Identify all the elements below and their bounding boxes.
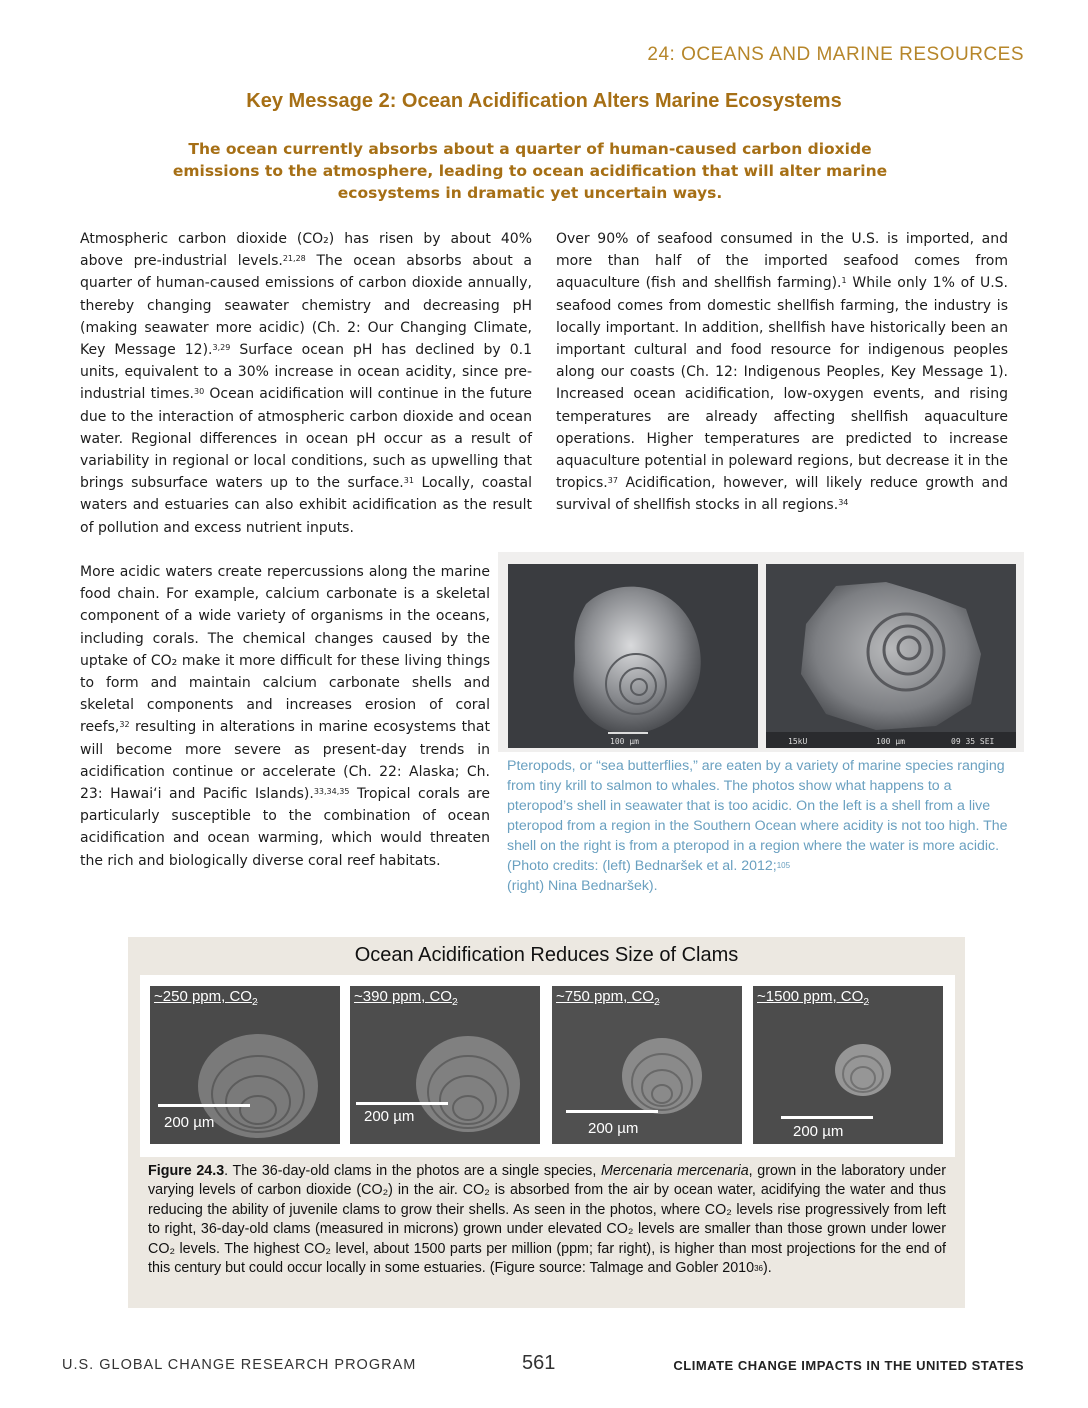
healthy-pteropod-photo — [508, 564, 758, 748]
key-message-title: Key Message 2: Ocean Acidification Alters Marine Ecosystems — [246, 90, 842, 112]
svg-text:09 35 SEI: 09 35 SEI — [951, 737, 995, 746]
co2-level-label: ~1500 ppm, $CO_2$ — [757, 988, 869, 1008]
footer-report-title: CLIMATE CHANGE IMPACTS IN THE UNITED STATES — [673, 1358, 1024, 1373]
co2-level-label: ~390 ppm, $CO_2$ — [354, 988, 458, 1008]
footer-program-name: U.S. GLOBAL CHANGE RESEARCH PROGRAM — [62, 1357, 417, 1373]
chapter-header: 24: OCEANS AND MARINE RESOURCES — [647, 44, 1024, 65]
pteropod-caption: Pteropods, or “sea butterflies,” are eaten by a variety of marine species ranging from tiny krill to salmon to whales. The photos show what happens to a pteropod’s shell in seawater that is too acidic. On the left is a shell from a live pteropod from a region in the Southern Ocean where acidity is not too high. The shell on the right is from a pteropod in a region where the water is more acidic. (Photo credits: (left) Bednaršek et al. 2012;$^{105}$ (right) Nina Bednaršek). — [507, 758, 1008, 894]
scale-bar — [158, 1104, 250, 1107]
dissolved-pteropod-photo — [766, 564, 1016, 748]
scale-bar — [566, 1110, 658, 1113]
page-number: 561 — [522, 1352, 556, 1374]
scale-label: 200 µm — [364, 1108, 415, 1125]
body-paragraph-atmospheric-co2: Atmospheric carbon dioxide (CO₂) has risen by about 40% above pre-industrial levels.$^{21,28}$ The ocean absorbs about a quarter of human-caused emissions of carbon dioxide annually, thereby changing seawater chemistry and decreasing pH (making seawater more acidic) (Ch. 2: Our Changing Climate, Key Message 12).$^{3,29}$ Surface ocean pH has declined by 0.1 units, equivalent to a 30% increase in ocean acidity, since pre-industrial times.$^{30}$ Ocean acidification will continue in the future due to the interaction of atmospheric carbon dioxide and ocean water. Regional differences in ocean pH occur as a result of variability in regional or local conditions, such as upwelling that brings subsurface waters up to the surface.$^{31}$ Locally, coastal waters and estuaries can also exhibit acidification as the result of pollution and excess nutrient inputs. — [80, 231, 533, 536]
co2-level-label: ~250 ppm, $CO_2$ — [154, 988, 258, 1008]
scale-label: 200 µm — [588, 1120, 639, 1137]
svg-text:100 µm: 100 µm — [876, 737, 905, 746]
clam-photo-750ppm — [552, 986, 742, 1144]
co2-level-label: ~750 ppm, $CO_2$ — [556, 988, 660, 1008]
left-scale-label: 100 µm — [610, 737, 639, 746]
scale-label: 200 µm — [793, 1123, 844, 1140]
pteropod-photo-panel — [498, 552, 1024, 752]
figure-title: Ocean Acidification Reduces Size of Clams — [354, 944, 739, 966]
body-paragraph-seafood: Over 90% of seafood consumed in the U.S. is imported, and more than half of the imported seafood comes from aquaculture (fish and shellfish farming).$^1$ While only 1% of U.S. seafood comes from domestic shellfish farming, the industry is locally important. In addition, shellfish have historically been an important cultural and food resource for indigenous peoples along our coasts (Ch. 12: Indigenous Peoples, Key Message 1). Increased ocean acidification, low-oxygen events, and rising temperatures are already affecting shellfish aquaculture operations. Higher temperatures are predicted to increase aquaculture potential in poleward regions, but decrease it in the tropics.$^{37}$ Acidification, however, will likely reduce growth and survival of shellfish stocks in all regions.$^{34}$ — [556, 231, 1008, 514]
svg-text:15kU: 15kU — [788, 737, 808, 746]
clam-photo-250ppm — [150, 986, 340, 1144]
scale-label: 200 µm — [164, 1114, 215, 1131]
clam-photo-390ppm — [350, 986, 540, 1144]
clam-photo-strip — [140, 975, 955, 1157]
key-message-summary: The ocean currently absorbs about a quarter of human-caused carbon dioxide emissions to the atmosphere, leading to ocean acidification that will alter marine ecosystems in dramatic yet uncertain ways. — [172, 140, 888, 202]
body-paragraph-food-chain: More acidic waters create repercussions along the marine food chain. For example, calcium carbonate is a skeletal component of a wide variety of organisms in the oceans, including corals. The chemical changes caused by the uptake of CO₂ make it more difficult for these living things to form and maintain calcium carbonate shells and skeletal components and increases erosion of coral reefs,$^{32}$ resulting in alterations in marine ecosystems that will become more severe as present-day trends in acidification continue or accelerate (Ch. 22: Alaska; Ch. 23: Hawai‘i and Pacific Islands).$^{33,34,35}$ Tropical corals are particularly susceptible to the combination of ocean acidification and ocean warming, which would threaten the rich and biologically diverse coral reef habitats. — [80, 564, 490, 869]
clam-photo-1500ppm — [753, 986, 943, 1144]
scale-bar — [356, 1102, 448, 1105]
scale-bar — [781, 1116, 873, 1119]
figure-caption: Figure 24.3. The 36-day-old clams in the photos are a single species, Mercenaria mercenaria, grown in the laboratory under varying levels of carbon dioxide (CO₂) in the air. CO₂ is absorbed from the air by ocean water, acidifying the water and thus reducing the ability of juvenile clams to grow their shells. As seen in the photos, where CO₂ levels rise progressively from left to right, 36-day-old clams (measured in microns) grown under elevated CO₂ levels are smaller than those grown under lower CO₂ levels. The highest CO₂ level, about 1500 parts per million (ppm; far right), is higher than most projections for the end of this century but could occur locally in some estuaries. (Figure source: Talmage and Gobler 2010$^{36}$). — [148, 1163, 946, 1277]
